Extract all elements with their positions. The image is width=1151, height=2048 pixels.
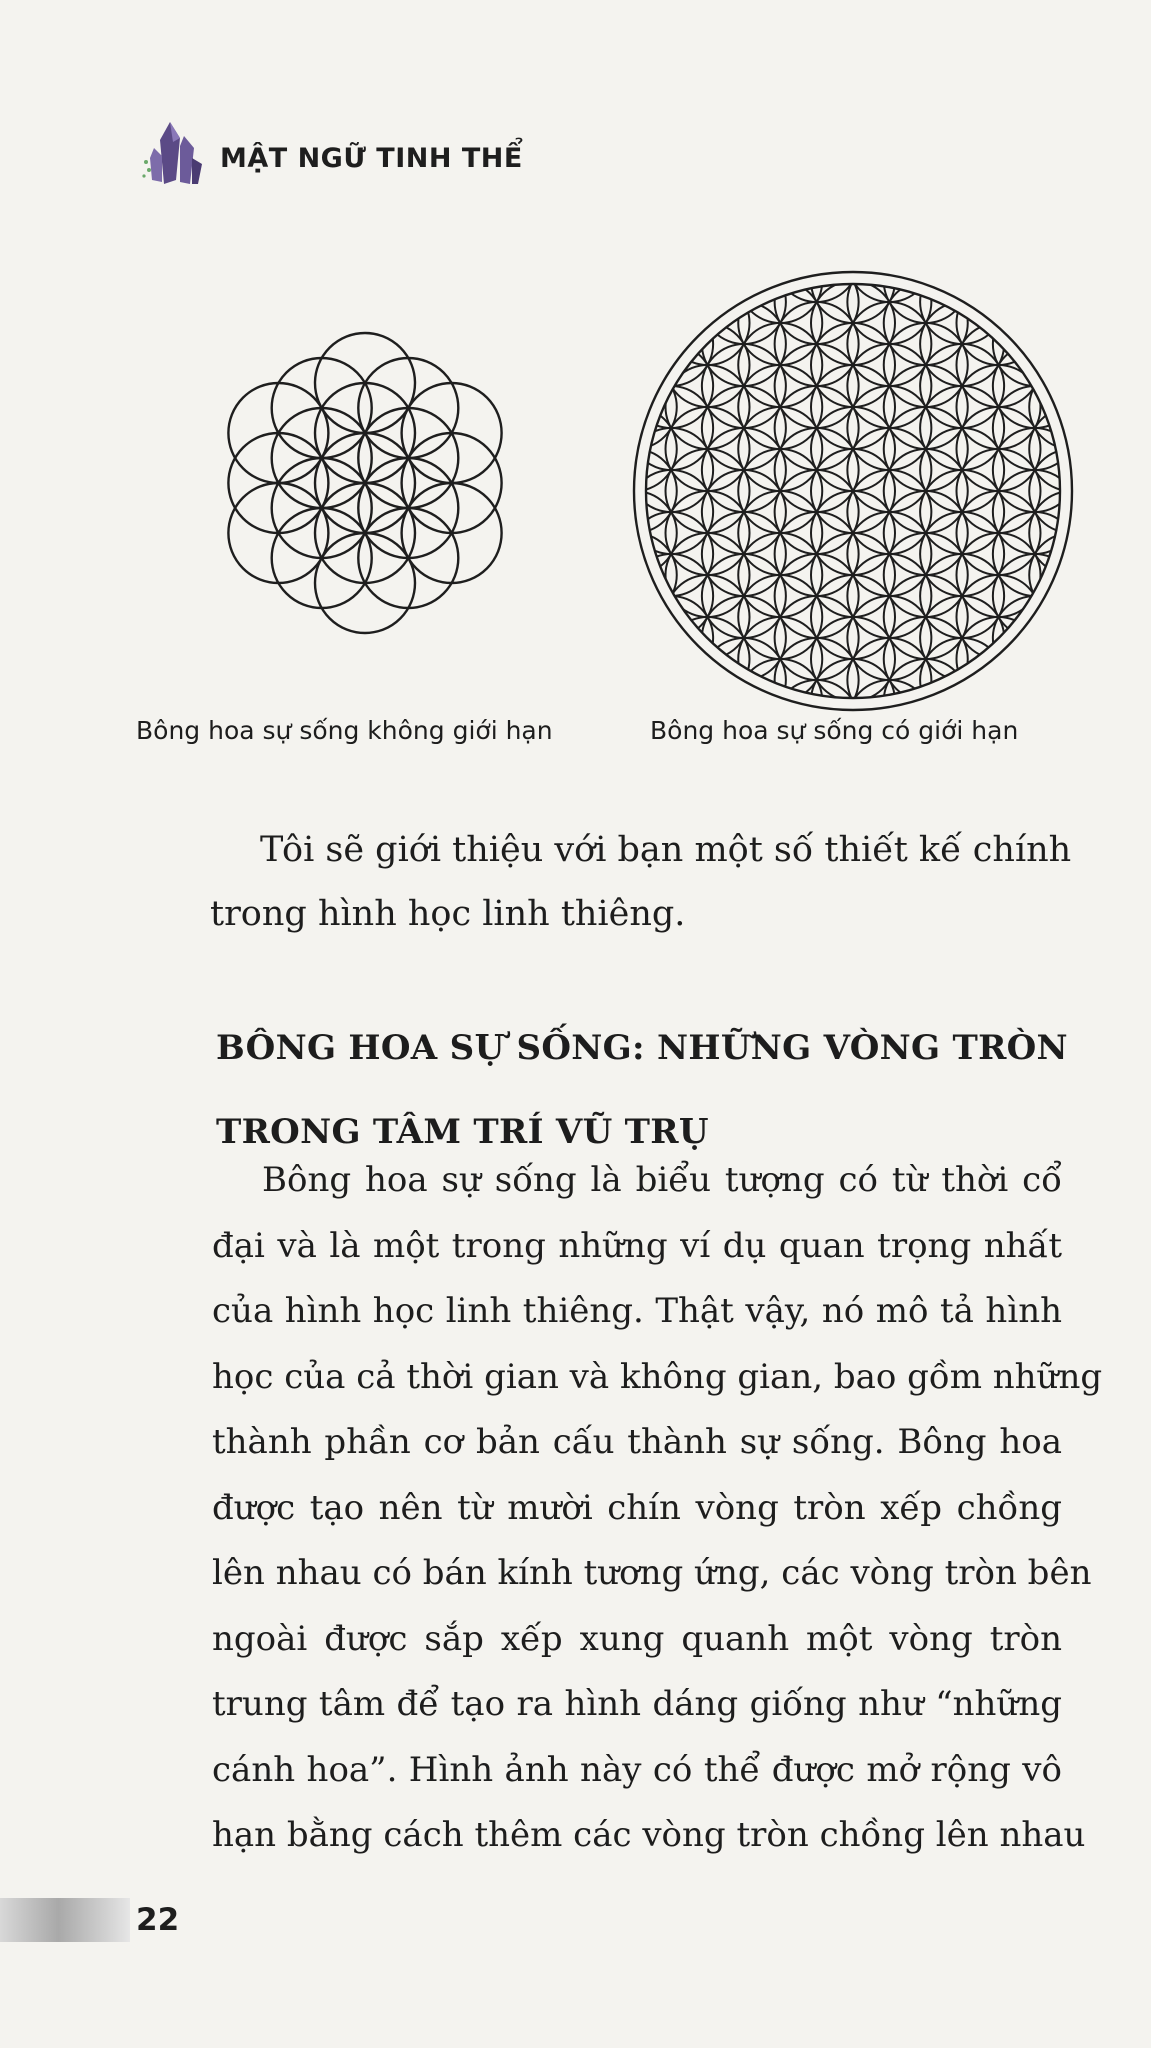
pattern-circle [956, 281, 1040, 365]
pattern-circle [666, 617, 750, 701]
pattern-circle [920, 266, 1004, 344]
pattern-circle [775, 638, 859, 716]
intro-paragraph [210, 818, 1072, 946]
pattern-circle [702, 266, 786, 344]
crystal-icon [140, 118, 210, 198]
pattern-circle [775, 266, 859, 344]
pattern-circle [847, 638, 931, 716]
pattern-circle [702, 638, 786, 716]
pattern-circle [666, 281, 750, 365]
pattern-circle [629, 302, 713, 386]
running-header [140, 118, 523, 198]
pattern-circle [993, 344, 1077, 428]
pattern-circle [629, 344, 713, 428]
body-line: cánh hoa”. Hình ảnh này có thể được mở rộng vô [212, 1749, 1062, 1790]
body-line: đại và là một trong những ví dụ quan trọng nhất [212, 1225, 1062, 1266]
page-number: 22 [136, 1902, 180, 1938]
pattern-circle [993, 302, 1077, 386]
intro-line: Tôi sẽ giới thiệu với bạn một số thiết kế chính [260, 830, 1072, 870]
flower-of-life-limited [628, 266, 1078, 716]
pattern-circle [993, 554, 1077, 638]
body-line: hạn bằng cách thêm các vòng tròn chồng lên nhau [212, 1815, 1086, 1855]
pattern-circle [884, 659, 968, 716]
heading-line: BÔNG HOA SỰ SỐNG: NHỮNG VÒNG TRÒN [216, 1028, 1068, 1068]
body-line: ngoài được sắp xếp xung quanh một vòng tròn [212, 1618, 1062, 1659]
body-line: Bông hoa sự sống là biểu tượng có từ thời cổ [262, 1160, 1062, 1200]
pattern-circle [847, 266, 931, 344]
footer-bar [0, 1898, 130, 1942]
pattern-circle [629, 596, 713, 680]
pattern-circle [884, 266, 968, 323]
pattern-circle [956, 617, 1040, 701]
caption-limited: Bông hoa sự sống có giới hạn [650, 716, 1019, 745]
intro-line: trong hình học linh thiêng. [210, 894, 686, 934]
pattern-circle [738, 659, 822, 716]
caption-unlimited: Bông hoa sự sống không giới hạn [136, 716, 553, 745]
heading-line: TRONG TÂM TRÍ VŨ TRỤ [216, 1112, 709, 1152]
book-title: MẬT NGỮ TINH THỂ [220, 142, 523, 174]
body-line: được tạo nên từ mười chín vòng tròn xếp chồng [212, 1487, 1062, 1528]
body-line: của hình học linh thiêng. Thật vậy, nó mô tả hình [212, 1291, 1062, 1331]
pattern-circle [920, 638, 1004, 716]
body-paragraph [212, 1148, 1103, 1869]
body-line: học của cả thời gian và không gian, bao gồm những [212, 1356, 1103, 1397]
body-line: thành phần cơ bản cấu thành sự sống. Bông hoa [212, 1422, 1062, 1462]
flower-of-life-unlimited [160, 268, 570, 698]
pattern-circle [629, 554, 713, 638]
pattern-circle [738, 266, 822, 323]
body-line: lên nhau có bán kính tương ứng, các vòng tròn bên [212, 1553, 1092, 1593]
pattern-circle [993, 596, 1077, 680]
body-line: trung tâm để tạo ra hình dáng giống như “những [212, 1684, 1062, 1724]
